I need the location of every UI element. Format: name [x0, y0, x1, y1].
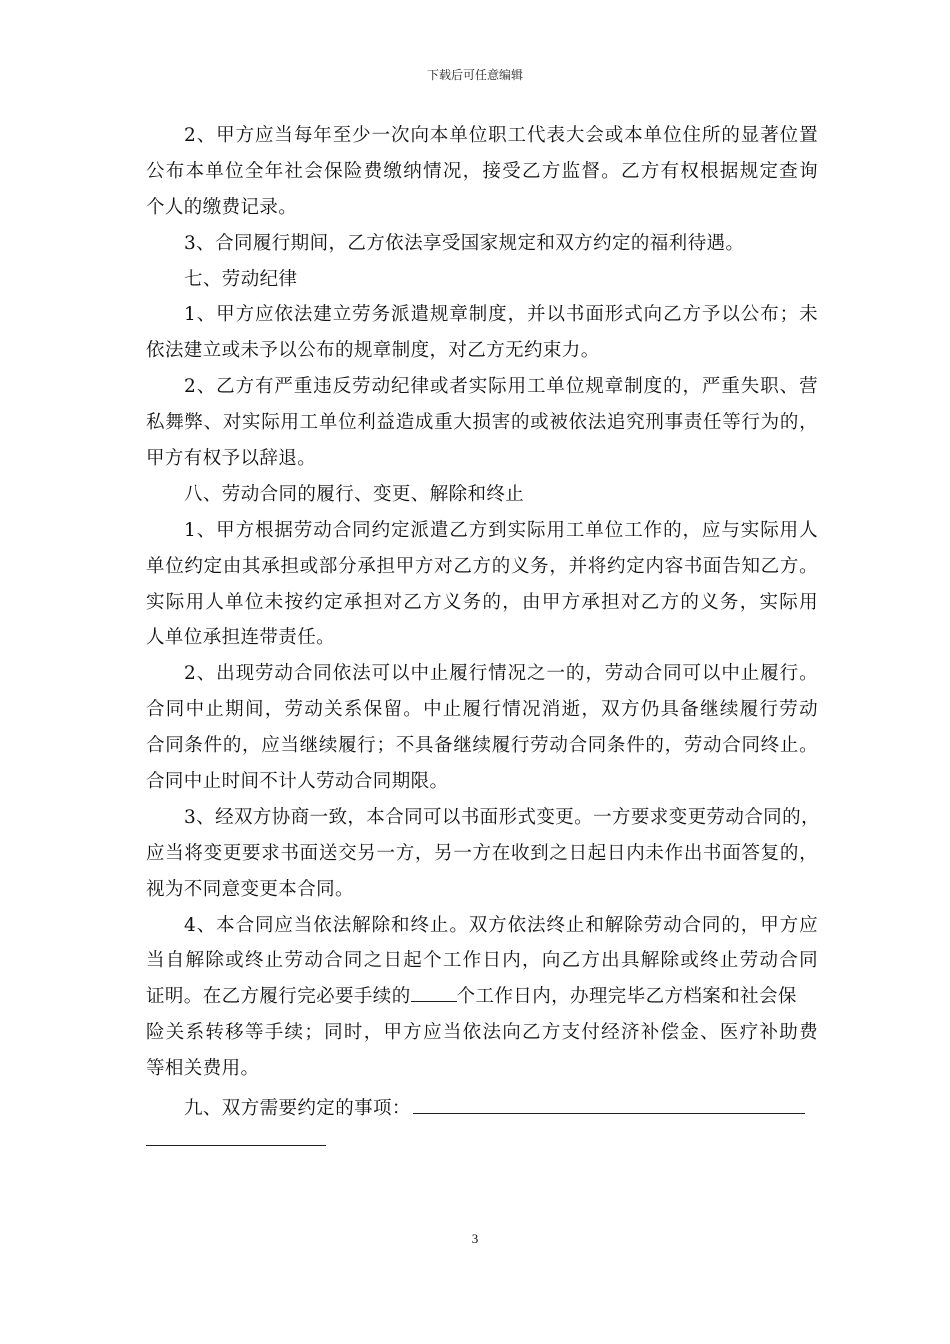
- fill-in-line: [146, 1123, 326, 1146]
- paragraph-line: 1、甲方应依法建立劳务派遣规章制度，并以书面形式向乙方予以公布；未: [184, 304, 818, 326]
- section-heading: [146, 1087, 818, 1123]
- paragraph-line: 3、经双方协商一致，本合同可以书面形式变更。一方要求变更劳动合同的，: [184, 806, 820, 828]
- paragraph-line: 人单位承担连带责任。: [146, 627, 336, 649]
- paragraph-line: 单位约定由其承担或部分承担甲方对乙方的义务，并将约定内容书面告知乙方。: [146, 555, 818, 577]
- page-header: 下载后可任意编辑: [426, 68, 523, 82]
- paragraph-line: 3、合同履行期间，乙方依法享受国家规定和双方约定的福利待遇。: [184, 232, 745, 254]
- section-heading: 八、劳动合同的履行、变更、解除和终止: [184, 483, 525, 505]
- paragraph-line: 当自解除或终止劳动合同之日起个工作日内，向乙方出具解除或终止劳动合同: [146, 950, 818, 972]
- blank-line: [411, 979, 457, 1002]
- fill-in-line: [413, 1087, 805, 1114]
- fill-in-row: [146, 1123, 818, 1159]
- paragraph-line: 1、甲方根据劳动合同约定派遣乙方到实际用工单位工作的，应与实际用人: [184, 519, 818, 541]
- paragraph-line: 合同中止期间，劳动关系保留。中止履行情况消逝，双方仍具备继续履行劳动: [146, 699, 818, 721]
- paragraph-line: 合同中止时间不计人劳动合同期限。: [146, 771, 449, 793]
- section-heading: 七、劳动纪律: [184, 268, 298, 290]
- paragraph-line: 依法建立或未予以公布的规章制度，对乙方无约束力。: [146, 340, 600, 362]
- paragraph-line: [146, 979, 818, 1015]
- paragraph-line: 个人的缴费记录。: [146, 196, 298, 218]
- paragraph-line: 合同条件的，应当继续履行；不具备继续履行劳动合同条件的，劳动合同终止。: [146, 735, 818, 757]
- paragraph-line: 2、出现劳动合同依法可以中止履行情况之一的，劳动合同可以中止履行。: [184, 663, 818, 685]
- paragraph-line: 应当将变更要求书面送交另一方，另一方在收到之日起日内未作出书面答复的，: [146, 842, 818, 864]
- paragraph-line: 险关系转移等手续；同时，甲方应当依法向乙方支付经济补偿金、医疗补助费: [146, 1022, 818, 1044]
- paragraph-line: 实际用人单位未按约定承担对乙方义务的，由甲方承担对乙方的义务，实际用: [146, 591, 818, 613]
- paragraph-line: 私舞弊、对实际用工单位利益造成重大损害的或被依法追究刑事责任等行为的，: [146, 412, 818, 434]
- section-label: 九、双方需要约定的事项：: [184, 1098, 411, 1120]
- paragraph-line: 4、本合同应当依法解除和终止。双方依法终止和解除劳动合同的，甲方应: [184, 914, 818, 936]
- paragraph-line: 公布本单位全年社会保险费缴纳情况，接受乙方监督。乙方有权根据规定查询: [146, 160, 818, 182]
- paragraph-line: 等相关费用。: [146, 1058, 260, 1080]
- paragraph-text: 证明。在乙方履行完必要手续的: [146, 986, 411, 1008]
- paragraph-line: 2、乙方有严重违反劳动纪律或者实际用工单位规章制度的，严重失职、营: [184, 376, 818, 398]
- paragraph-line: 视为不同意变更本合同。: [146, 878, 354, 900]
- document-body: [146, 118, 818, 1159]
- paragraph-line: 甲方有权予以辞退。: [146, 448, 317, 470]
- paragraph-text: 个工作日内，办理完毕乙方档案和社会保: [456, 986, 797, 1008]
- page-number: 3: [471, 1231, 479, 1246]
- paragraph-line: 2、甲方应当每年至少一次向本单位职工代表大会或本单位住所的显著位置: [184, 125, 818, 146]
